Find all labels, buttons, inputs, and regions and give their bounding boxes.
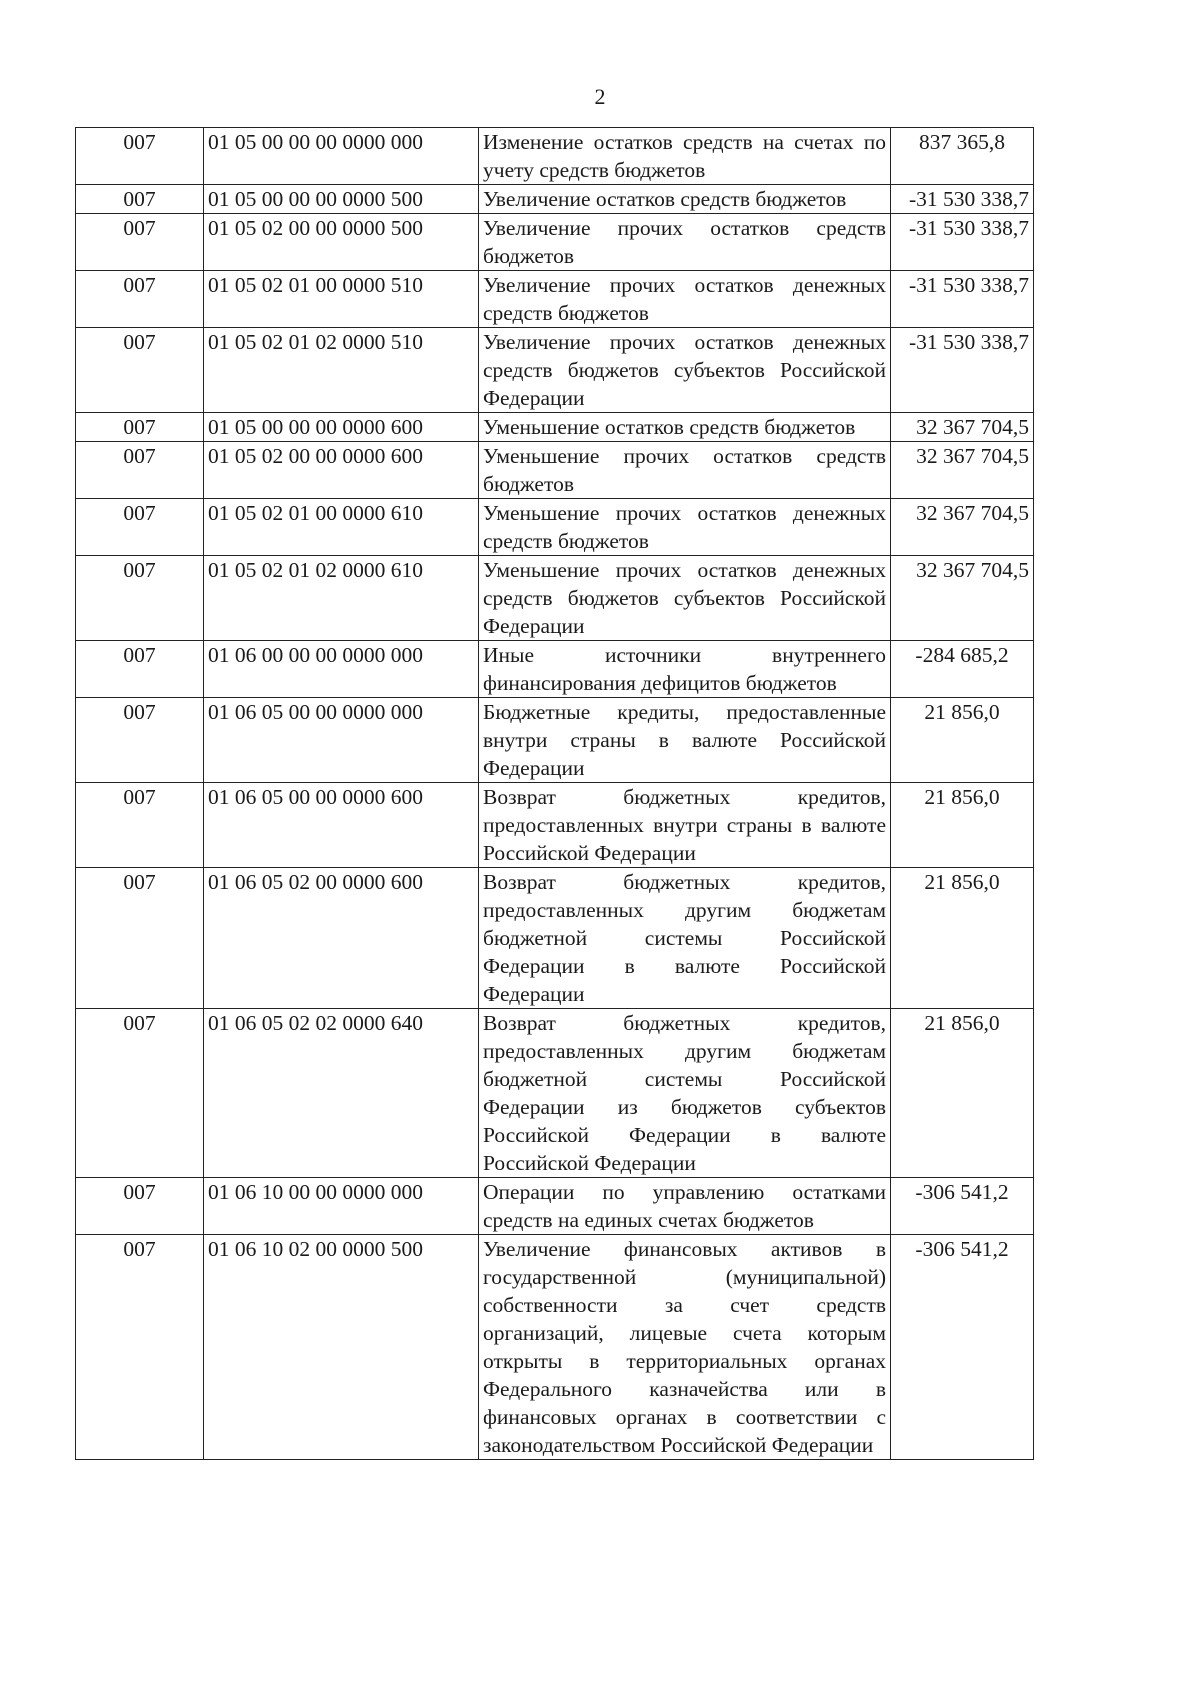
amount-cell: -31 530 338,7 [891, 328, 1034, 413]
admin-code-cell: 007 [76, 442, 204, 499]
item-name-cell: Возврат бюджетных кредитов, предоставленных другим бюджетам бюджетной системы Российской Федерации в валюте Российской Федерации [479, 868, 891, 1009]
budget-code-cell: 01 05 02 00 00 0000 600 [204, 442, 479, 499]
item-name-cell: Увеличение прочих остатков средств бюджетов [479, 214, 891, 271]
table-row [76, 499, 1034, 556]
table-row [76, 868, 1034, 1009]
admin-code-cell: 007 [76, 783, 204, 868]
budget-code-cell: 01 05 02 01 02 0000 510 [204, 328, 479, 413]
amount-cell: 32 367 704,5 [891, 413, 1034, 442]
budget-code-cell: 01 05 02 01 00 0000 610 [204, 499, 479, 556]
table-row [76, 328, 1034, 413]
amount-cell: 32 367 704,5 [891, 442, 1034, 499]
table-row [76, 413, 1034, 442]
item-name-cell: Уменьшение прочих остатков денежных средств бюджетов субъектов Российской Федерации [479, 556, 891, 641]
admin-code-cell: 007 [76, 641, 204, 698]
budget-code-cell: 01 06 05 00 00 0000 000 [204, 698, 479, 783]
table-row [76, 442, 1034, 499]
table-body [76, 128, 1034, 1460]
item-name-cell: Уменьшение прочих остатков средств бюджетов [479, 442, 891, 499]
item-name-cell: Увеличение прочих остатков денежных средств бюджетов [479, 271, 891, 328]
table-row [76, 271, 1034, 328]
budget-code-cell: 01 06 05 00 00 0000 600 [204, 783, 479, 868]
admin-code-cell: 007 [76, 128, 204, 185]
amount-cell: -306 541,2 [891, 1178, 1034, 1235]
budget-code-cell: 01 05 02 00 00 0000 500 [204, 214, 479, 271]
budget-code-cell: 01 05 00 00 00 0000 600 [204, 413, 479, 442]
admin-code-cell: 007 [76, 328, 204, 413]
budget-code-cell: 01 06 00 00 00 0000 000 [204, 641, 479, 698]
budget-code-cell: 01 06 10 02 00 0000 500 [204, 1235, 479, 1460]
budget-code-cell: 01 06 05 02 02 0000 640 [204, 1009, 479, 1178]
table-row [76, 641, 1034, 698]
budget-code-cell: 01 06 10 00 00 0000 000 [204, 1178, 479, 1235]
item-name-cell: Операции по управлению остатками средств на единых счетах бюджетов [479, 1178, 891, 1235]
budget-code-cell: 01 05 00 00 00 0000 000 [204, 128, 479, 185]
table-row [76, 1235, 1034, 1460]
amount-cell: 32 367 704,5 [891, 499, 1034, 556]
admin-code-cell: 007 [76, 1235, 204, 1460]
item-name-cell: Иные источники внутреннего финансирования дефицитов бюджетов [479, 641, 891, 698]
table-row [76, 1009, 1034, 1178]
amount-cell: -284 685,2 [891, 641, 1034, 698]
amount-cell: 837 365,8 [891, 128, 1034, 185]
item-name-cell: Увеличение прочих остатков денежных средств бюджетов субъектов Российской Федерации [479, 328, 891, 413]
admin-code-cell: 007 [76, 271, 204, 328]
budget-code-cell: 01 05 02 01 02 0000 610 [204, 556, 479, 641]
item-name-cell: Уменьшение прочих остатков денежных средств бюджетов [479, 499, 891, 556]
amount-cell: 21 856,0 [891, 783, 1034, 868]
budget-code-cell: 01 05 00 00 00 0000 500 [204, 185, 479, 214]
admin-code-cell: 007 [76, 185, 204, 214]
admin-code-cell: 007 [76, 698, 204, 783]
table-row [76, 185, 1034, 214]
amount-cell: -31 530 338,7 [891, 214, 1034, 271]
admin-code-cell: 007 [76, 214, 204, 271]
admin-code-cell: 007 [76, 499, 204, 556]
admin-code-cell: 007 [76, 556, 204, 641]
amount-cell: 21 856,0 [891, 1009, 1034, 1178]
item-name-cell: Возврат бюджетных кредитов, предоставленных внутри страны в валюте Российской Федерации [479, 783, 891, 868]
budget-sources-table [75, 127, 1034, 1460]
item-name-cell: Бюджетные кредиты, предоставленные внутри страны в валюте Российской Федерации [479, 698, 891, 783]
amount-cell: -31 530 338,7 [891, 271, 1034, 328]
admin-code-cell: 007 [76, 868, 204, 1009]
budget-code-cell: 01 06 05 02 00 0000 600 [204, 868, 479, 1009]
table-row [76, 128, 1034, 185]
page-number: 2 [594, 84, 606, 109]
item-name-cell: Изменение остатков средств на счетах по учету средств бюджетов [479, 128, 891, 185]
amount-cell: 21 856,0 [891, 868, 1034, 1009]
item-name-cell: Уменьшение остатков средств бюджетов [479, 413, 891, 442]
table-row [76, 783, 1034, 868]
admin-code-cell: 007 [76, 1178, 204, 1235]
amount-cell: -306 541,2 [891, 1235, 1034, 1460]
table-row [76, 556, 1034, 641]
budget-code-cell: 01 05 02 01 00 0000 510 [204, 271, 479, 328]
item-name-cell: Увеличение остатков средств бюджетов [479, 185, 891, 214]
amount-cell: 32 367 704,5 [891, 556, 1034, 641]
amount-cell: -31 530 338,7 [891, 185, 1034, 214]
item-name-cell: Увеличение финансовых активов в государственной (муниципальной) собственности за счет средств организаций, лицевые счета которым открыты в территориальных органах Федерального казначейства или в финансовых органах в соответствии с законодательством Российской Федерации [479, 1235, 891, 1460]
table-row [76, 214, 1034, 271]
admin-code-cell: 007 [76, 1009, 204, 1178]
amount-cell: 21 856,0 [891, 698, 1034, 783]
table-row [76, 698, 1034, 783]
table-row [76, 1178, 1034, 1235]
item-name-cell: Возврат бюджетных кредитов, предоставленных другим бюджетам бюджетной системы Российской Федерации из бюджетов субъектов Российской Федерации в валюте Российской Федерации [479, 1009, 891, 1178]
admin-code-cell: 007 [76, 413, 204, 442]
